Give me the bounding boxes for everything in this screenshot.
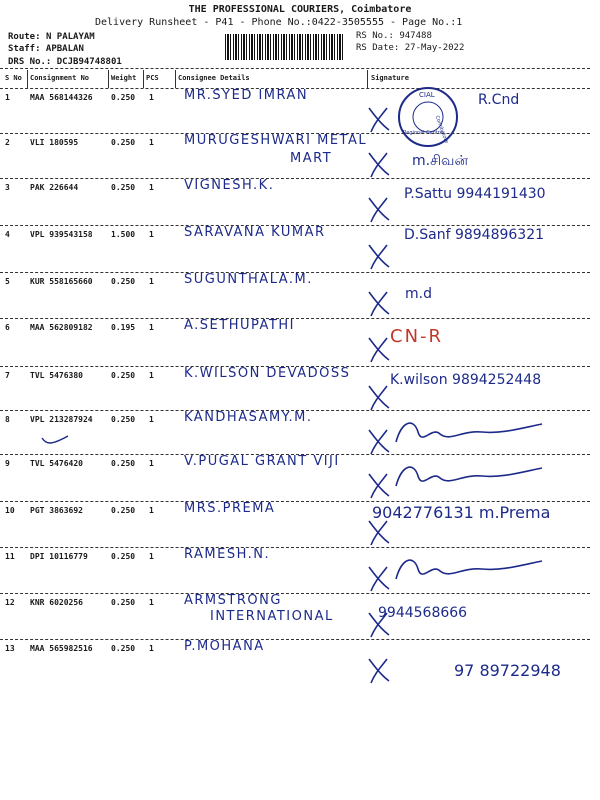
consignee-name-line2: INTERNATIONAL [210, 609, 334, 624]
consignee-name: SARAVANA KUMAR [184, 225, 326, 240]
pcs-count: 1 [149, 93, 154, 102]
row-sno: 5 [5, 277, 10, 286]
weight-value: 0.250 [111, 506, 136, 515]
table-row [0, 456, 590, 502]
consignment-number: VLI 180595 [30, 138, 79, 147]
stamp-text: Coimbatore [433, 114, 450, 145]
signature-text: m.d [405, 286, 432, 302]
col-divider [175, 70, 176, 88]
table-row [0, 227, 590, 273]
weight-value: 0.250 [111, 552, 136, 561]
row-sno: 1 [5, 93, 10, 102]
weight-value: 0.195 [111, 323, 136, 332]
cross-mark [365, 241, 395, 271]
runsheet-subtitle: Delivery Runsheet - P41 - Phone No.:0422-3505555 - Page No.:1 [95, 17, 463, 28]
signature-text: m.சிவன் [412, 153, 469, 169]
rs-number: RS No.: 947488 [356, 31, 432, 41]
col-divider [143, 70, 144, 88]
cross-mark [365, 609, 395, 639]
table-row [0, 641, 590, 687]
document-title: THE PROFESSIONAL COURIERS, Coimbatore [188, 4, 412, 15]
cross-mark [365, 104, 395, 134]
cross-mark [365, 426, 395, 456]
table-row [0, 274, 590, 320]
staff-label: Staff: APBALAN [8, 44, 84, 54]
pcs-count: 1 [149, 138, 154, 147]
consignee-name: MURUGESHWARI METAL [184, 133, 368, 148]
consignment-number: MAA 565982516 [30, 644, 93, 653]
consignee-name: KANDHASAMY.M. [184, 410, 313, 425]
stamp-text: Regional Centre [403, 130, 443, 136]
consignment-number: MAA 562809182 [30, 323, 93, 332]
weight-value: 0.250 [111, 138, 136, 147]
weight-value: 0.250 [111, 459, 136, 468]
route-label [8, 32, 95, 42]
table-row [0, 595, 590, 641]
table-row [0, 503, 590, 549]
cross-mark [365, 334, 395, 364]
header-divider-top [0, 68, 590, 69]
pcs-count: 1 [149, 644, 154, 653]
col-weight: Weight [111, 74, 137, 82]
weight-value: 0.250 [111, 598, 136, 607]
row-sno: 3 [5, 183, 10, 192]
pcs-count: 1 [149, 552, 154, 561]
consignee-name: ARMSTRONG [184, 593, 282, 608]
row-divider [0, 318, 590, 319]
signature-text: D.Sanf 9894896321 [404, 227, 545, 243]
pcs-count: 1 [149, 230, 154, 239]
cross-mark [365, 149, 395, 179]
table-row [0, 90, 590, 136]
consignment-number: PGT 3863692 [30, 506, 83, 515]
consignee-name: V.PUGAL GRANT VIJI [184, 454, 340, 469]
consignee-name-line2: MART [290, 151, 333, 166]
handwritten-signature [392, 412, 552, 454]
table-row [0, 368, 590, 414]
cross-mark [365, 382, 395, 412]
consignment-number: PAK 226644 [30, 183, 79, 192]
row-sno: 8 [5, 415, 10, 424]
table-row [0, 180, 590, 226]
barcode [225, 34, 345, 60]
row-divider [0, 178, 590, 179]
signature-text: CN-R [390, 326, 444, 347]
check-mark [40, 434, 70, 446]
row-sno: 13 [5, 644, 15, 653]
cross-mark [365, 470, 395, 500]
weight-value: 0.250 [111, 277, 136, 286]
weight-value: 0.250 [111, 183, 136, 192]
handwritten-signature [392, 549, 552, 591]
cross-mark [365, 655, 395, 685]
weight-value: 0.250 [111, 93, 136, 102]
weight-value: 0.250 [111, 644, 136, 653]
col-divider [367, 70, 368, 88]
signature-text: 9944568666 [378, 605, 468, 621]
pcs-count: 1 [149, 323, 154, 332]
col-divider [27, 70, 28, 88]
row-sno: 6 [5, 323, 10, 332]
consignment-number: TVL 5476420 [30, 459, 83, 468]
col-consignment: Consignment No [30, 74, 90, 82]
col-sno: S No [5, 74, 22, 82]
consignment-number: KNR 6020256 [30, 598, 83, 607]
table-row [0, 549, 590, 595]
table-row [0, 320, 590, 366]
col-signature: Signature [371, 74, 409, 82]
row-divider [0, 593, 590, 594]
weight-value: 0.250 [111, 371, 136, 380]
consignee-name: MR.SYED IMRAN [184, 88, 309, 103]
row-sno: 10 [5, 506, 15, 515]
rs-date: RS Date: 27-May-2022 [356, 43, 465, 53]
consignee-name: VIGNESH.K. [184, 178, 275, 193]
consignee-name: SUGUNTHALA.M. [184, 272, 313, 287]
consignment-number: VPL 213287924 [30, 415, 93, 424]
cross-mark [365, 194, 395, 224]
row-divider [0, 501, 590, 502]
pcs-count: 1 [149, 506, 154, 515]
consignment-number: DPI 10116779 [30, 552, 88, 561]
signature-text: 97 89722948 [454, 661, 561, 680]
route-prefix: Route: [8, 32, 46, 42]
pcs-count: 1 [149, 415, 154, 424]
consignee-name: A.SETHUPATHI [184, 318, 295, 333]
consignment-number: MAA 568144326 [30, 93, 93, 102]
consignee-name: P.MOHANA [184, 639, 265, 654]
pcs-count: 1 [149, 598, 154, 607]
col-divider [108, 70, 109, 88]
signature-text: 9042776131 m.Prema [372, 503, 551, 522]
consignee-name: RAMESH.N. [184, 547, 271, 562]
cross-mark [365, 288, 395, 318]
consignment-number: VPL 939543158 [30, 230, 93, 239]
pcs-count: 1 [149, 371, 154, 380]
weight-value: 1.500 [111, 230, 136, 239]
row-sno: 9 [5, 459, 10, 468]
signature-text: R.Cnd [478, 92, 520, 108]
row-divider [0, 639, 590, 640]
handwritten-signature [392, 456, 552, 498]
cross-mark [365, 517, 395, 547]
row-sno: 7 [5, 371, 10, 380]
row-sno: 12 [5, 598, 15, 607]
row-sno: 2 [5, 138, 10, 147]
cross-mark [365, 563, 395, 593]
col-consignee: Consignee Details [178, 74, 250, 82]
pcs-count: 1 [149, 459, 154, 468]
consignment-number: KUR 558165660 [30, 277, 93, 286]
col-pcs: PCS [146, 74, 159, 82]
table-row [0, 412, 590, 458]
pcs-count: 1 [149, 183, 154, 192]
route-value: N PALAYAM [45, 32, 95, 42]
row-sno: 4 [5, 230, 10, 239]
pcs-count: 1 [149, 277, 154, 286]
row-sno: 11 [5, 552, 15, 561]
signature-text: K.wilson 9894252448 [390, 372, 542, 388]
consignee-name: K.WILSON DEVADOSS [184, 366, 351, 381]
consignee-name: MRS.PREMA [184, 501, 276, 516]
stamp-text: CIAL [419, 91, 435, 99]
drs-number: DRS No.: DCJB94748801 [8, 57, 122, 67]
table-row [0, 135, 590, 181]
consignment-number: TVL 5476380 [30, 371, 83, 380]
row-divider [0, 547, 590, 548]
signature-text: P.Sattu 9944191430 [404, 186, 546, 202]
weight-value: 0.250 [111, 415, 136, 424]
